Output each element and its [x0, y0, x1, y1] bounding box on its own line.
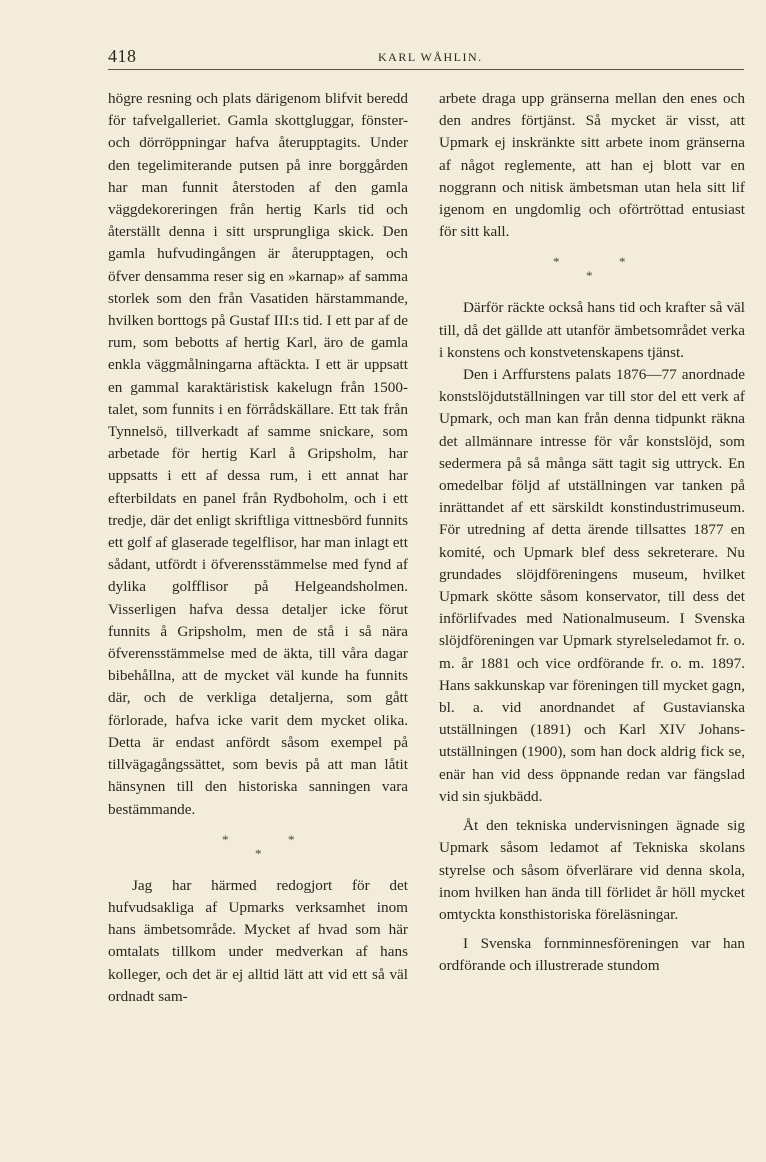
paragraph: I Svenska fornminnesföreningen var han ordförande och illustrerade stundom — [439, 935, 745, 975]
paragraph: Den i Arffurstens palats 1876—77 anordnade konstslöjdutställningen var till stor del ett verk af Upmark, och man kan från denna tidpunkt räkna det allmännare intresse för vår konstslöjd, som sedermera på så många sätt tagit sig uttryck. En omedelbar följd af utställningen var tanken på inrättandet af ett särskildt konstindustrimuseum. För utredning af detta ärende tillsattes 1877 en komité, och Upmark blef dess sekreterare. Nu grundades slöjdföreningens museum, hvilket Upmark skötte såsom konservator, till dess det införlifvades med Nationalmuseum. I Svenska slöjdföreningen var Upmark styrelseledamot fr. o. m. år 1881 och vice ordförande fr. o. m. 1897. Hans sakkunskap var föreningen till mycket gagn, bl. a. vid anordnandet af Gustavianska utställningen (1891) och Karl XIV Johans-utställningen (1900), som han dock aldrig fick se, enär han vid dess öppnande redan var fängslad vid sin sjukbädd. — [439, 366, 745, 805]
right-column — [439, 88, 745, 978]
paragraph: Åt den tekniska undervisningen ägnade sig Upmark såsom ledamot af Tekniska skolans styrelse och såsom öfverlärare vid denna skola, inom hvilken han ända till förlidet år höll mycket omtyckta konsthistoriska föreläsningar. — [439, 817, 745, 923]
asterisk: * — [586, 268, 593, 284]
header-rule — [108, 69, 744, 70]
paragraph: arbete draga upp gränserna mellan den enes och den andres förtjänst. Så mycket är visst, att Upmark ej inskränkte sitt arbete inom gränserna af något reglemente, att han ej blott var en noggrann och nitisk ämbetsman utan hela sitt lif igenom en ungdomlig och oförtröttad entusiast för sitt kall. — [439, 90, 745, 241]
asterisk: * — [288, 831, 295, 847]
paragraph: Jag har härmed redogjort för det hufvudsakliga af Upmarks verksamhet inom hans ämbetsområde. Mycket af hvad som här omtalats tillkom under medverkan af hans kolleger, och det är ej alltid lätt att vid ett så väl ordnadt sam- — [108, 876, 408, 1005]
paragraph: högre resning och plats därigenom blifvit beredd för tafvelgalleriet. Gamla skottgluggar, fönster- och dörröppningar hafva återupptagits. Under den tegelimiterande putsen på inre borggården har man funnit återstoden af den gamla väggdekoreringen från hertig Karls tid och återställt denna i sitt ursprungliga skick. Den gamla hufvudingången är återupptagen, och öfver densamma reser sig en »karnap» af samma storlek som den från Vasatiden härstammande, hvilken borttogs på Gustaf III:s tid. I ett par af de rum, som bebotts af hertig Karl, äro de gamla enkla väggmålningarna aftäckta. I ett är uppsatt en gammal karaktäristisk kakelugn från 1500-talet, som funnits i en förrådskällare. Ett tak från Tynnelsö, tillverkadt af samme snickare, som arbetade för hertig Karl å Gripsholm, har uppsatts i ett af dessa rum, i ett annat har efterbildats en panel från Rydboholm, och i ett tredje, där det enligt skriftliga vittnesbörd funnits ett golf af glaserade tegelflisor, har man inlagt ett sådant, utfördt i öfverensstämmelse med fynd af dylika golfflisor på Helgeandsholmen. Visserligen hafva dessa detaljer icke förut funnits å Gripsholm, men de stå i så nära öfverensstämmelse med de äkta, till våra dagar bibehållna, att de mycket väl kunde ha funnits där, och de verkliga detaljerna, som gått förlorade, hafva icke varit dem mycket olika. Detta är endast anfördt såsom exempel på tillvägagångssättet, som bevis på att man låtit hänsynen till den historiska sanningen vara bestämmande. — [108, 90, 408, 818]
left-column — [108, 88, 408, 1008]
section-break-asterism — [108, 827, 408, 867]
asterisk: * — [222, 831, 229, 847]
asterisk: * — [619, 254, 626, 270]
paragraph: Därför räckte också hans tid och krafter så väl till, då det gällde att utanför ämbetsområdet verka i konstens och konstvetenskapens tjänst. — [439, 299, 745, 361]
running-head: KARL WÅHLIN. — [378, 50, 483, 64]
asterisk: * — [553, 254, 560, 270]
asterisk: * — [255, 845, 262, 861]
section-break-asterism — [439, 249, 745, 289]
page-number: 418 — [108, 46, 137, 66]
